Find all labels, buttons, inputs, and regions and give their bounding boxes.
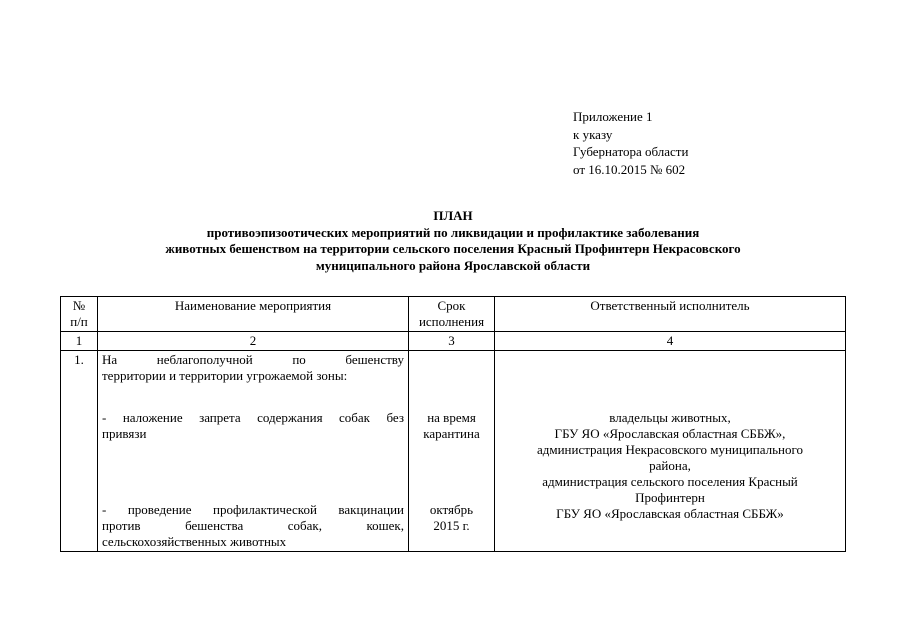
responsible-line: владельцы животных,: [609, 410, 731, 425]
appendix-line: Губернатора области: [573, 144, 689, 159]
measure-item-line: - проведение профилактической вакцинации: [102, 502, 404, 517]
responsible-line: района,: [649, 458, 691, 473]
responsible-line: администрация сельского поселения Красный: [542, 474, 798, 489]
responsible-line: ГБУ ЯО «Ярославская областная СББЖ»: [556, 506, 784, 521]
column-number: 2: [98, 332, 409, 351]
plan-subtitle-line: противоэпизоотических мероприятий по ликвидации и профилактике заболевания: [206, 224, 700, 240]
column-number-row: [61, 332, 846, 351]
row-number: 1.: [61, 351, 98, 552]
measure-item-line: сельскохозяйственных животных: [102, 534, 287, 549]
appendix-block: [573, 108, 688, 178]
measure-intro-line: территории и территории угрожаемой зоны:: [102, 368, 348, 383]
row-terms: [409, 351, 495, 552]
row-measures: [98, 351, 409, 552]
term-line: карантина: [423, 426, 480, 441]
table-header-row: [61, 297, 846, 332]
column-number: 4: [495, 332, 846, 351]
responsible-line: ГБУ ЯО «Ярославская областная СББЖ»,: [554, 426, 786, 441]
header-term: Срок исполнения: [409, 297, 495, 332]
plan-title: [60, 208, 846, 274]
appendix-line: от 16.10.2015 № 602: [573, 161, 686, 177]
appendix-line: Приложение 1: [573, 109, 653, 124]
measure-item-line: - наложение запрета содержания собак без: [102, 410, 404, 425]
measure-item-line: привязи: [102, 426, 147, 441]
measure-item-line: против бешенства собак, кошек,: [102, 518, 404, 533]
appendix-line: к указу: [573, 126, 613, 142]
column-number: 1: [61, 332, 98, 351]
term-line: 2015 г.: [433, 518, 470, 533]
term-line: октябрь: [429, 502, 474, 517]
table-row: [61, 351, 846, 552]
responsible-line: администрация Некрасовского муниципального: [536, 442, 804, 457]
header-num: № п/п: [61, 297, 98, 332]
header-name: Наименование мероприятия: [98, 297, 409, 332]
term-line: на время: [427, 410, 476, 425]
column-number: 3: [409, 332, 495, 351]
header-responsible: Ответственный исполнитель: [495, 297, 846, 332]
plan-table: [60, 296, 846, 552]
responsible-line: Профинтерн: [635, 490, 705, 505]
row-responsible: [495, 351, 846, 552]
plan-heading: ПЛАН: [433, 208, 473, 223]
plan-subtitle-line: животных бешенством на территории сельского поселения Красный Профинтерн Некрасовского: [165, 241, 741, 256]
measure-intro-line: На неблагополучной по бешенству: [102, 352, 404, 367]
plan-subtitle-line: муниципального района Ярославской области: [315, 257, 591, 273]
